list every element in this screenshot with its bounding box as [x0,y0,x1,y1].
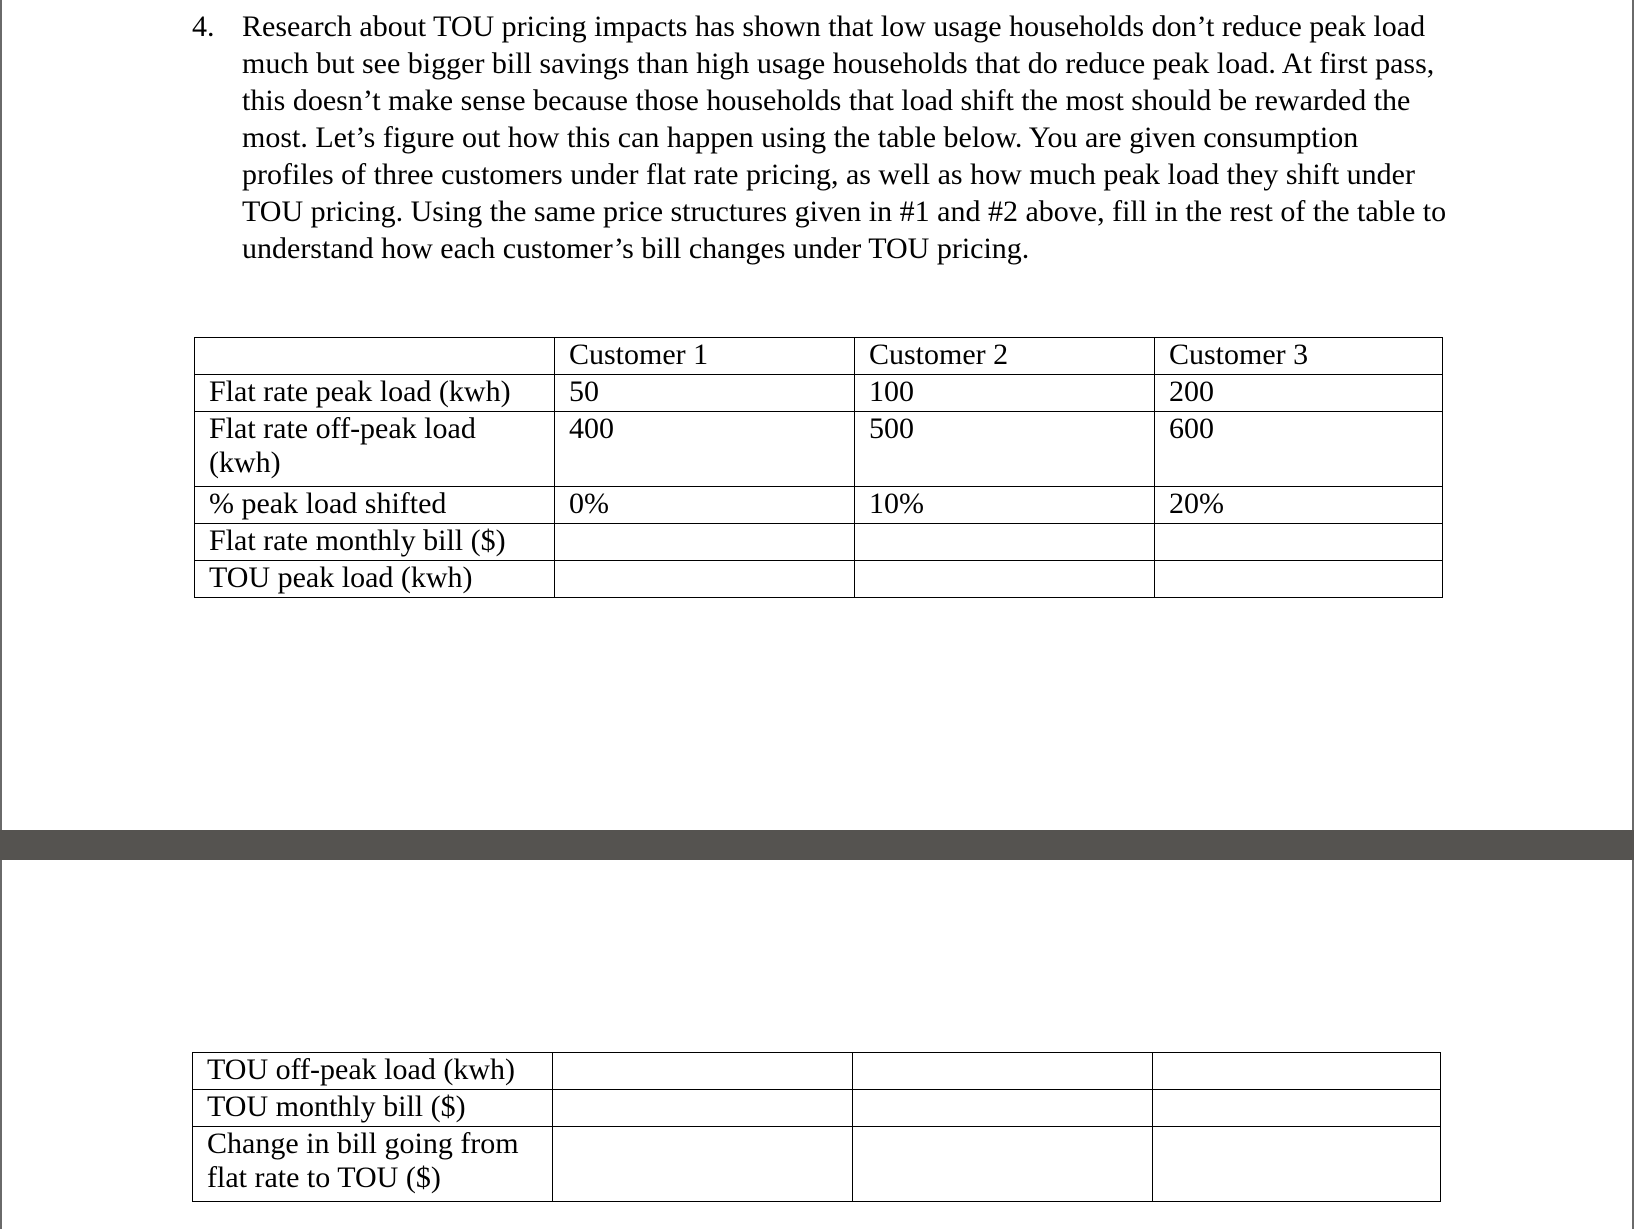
answer-cell [853,1090,1153,1127]
answer-cell [1153,1127,1441,1202]
row-label: Flat rate peak load (kwh) [195,375,555,412]
question-4 [192,8,1452,267]
table-row [193,1090,1441,1127]
table-row [195,487,1443,524]
answer-cell [555,524,855,561]
table-cell: 0% [555,487,855,524]
answer-cell [553,1127,853,1202]
header-cell [195,338,555,375]
row-label: Change in bill going from flat rate to TOU ($) [193,1127,553,1202]
header-customer-1: Customer 1 [555,338,855,375]
table-cell: 500 [855,412,1155,487]
answer-cell [1155,561,1443,598]
answer-cell [553,1090,853,1127]
row-label: TOU off-peak load (kwh) [193,1053,553,1090]
row-label: TOU peak load (kwh) [195,561,555,598]
table-row [195,524,1443,561]
table-cell: 200 [1155,375,1443,412]
table-row [195,561,1443,598]
table-cell: 20% [1155,487,1443,524]
table-row [193,1053,1441,1090]
question-number: 4. [192,10,215,43]
table-cell: 600 [1155,412,1443,487]
header-customer-2: Customer 2 [855,338,1155,375]
table-cell: 400 [555,412,855,487]
table-cell: 50 [555,375,855,412]
consumption-table-top [194,337,1443,598]
row-label: % peak load shifted [195,487,555,524]
answer-cell [1153,1090,1441,1127]
answer-cell [555,561,855,598]
question-text: Research about TOU pricing impacts has shown that low usage households don’t reduce peak load much but see bigger bill savings than high usage households that do reduce peak load. At first pass, this doesn’t make sense because those households that load shift the most should be rewarded the most. Let’s figure out how this can happen using the table below. You are given consumption profiles of three customers under flat rate pricing, as well as how much peak load they shift under TOU pricing. Using the same price structures given in #1 and #2 above, fill in the rest of the table to understand how each customer’s bill changes under TOU pricing. [242,10,1447,265]
row-label: Flat rate off-peak load (kwh) [195,412,555,487]
answer-cell [853,1053,1153,1090]
header-customer-3: Customer 3 [1155,338,1443,375]
answer-cell [855,524,1155,561]
table-cell: 10% [855,487,1155,524]
answer-cell [553,1053,853,1090]
table-row [195,412,1443,487]
row-label: Flat rate monthly bill ($) [195,524,555,561]
answer-cell [1153,1053,1441,1090]
table-row [193,1127,1441,1202]
answer-cell [855,561,1155,598]
row-label: TOU monthly bill ($) [193,1090,553,1127]
consumption-table-bottom [192,1052,1441,1202]
page-separator [0,830,1634,860]
table-row [195,375,1443,412]
table-cell: 100 [855,375,1155,412]
answer-cell [853,1127,1153,1202]
answer-cell [1155,524,1443,561]
table-header-row [195,338,1443,375]
